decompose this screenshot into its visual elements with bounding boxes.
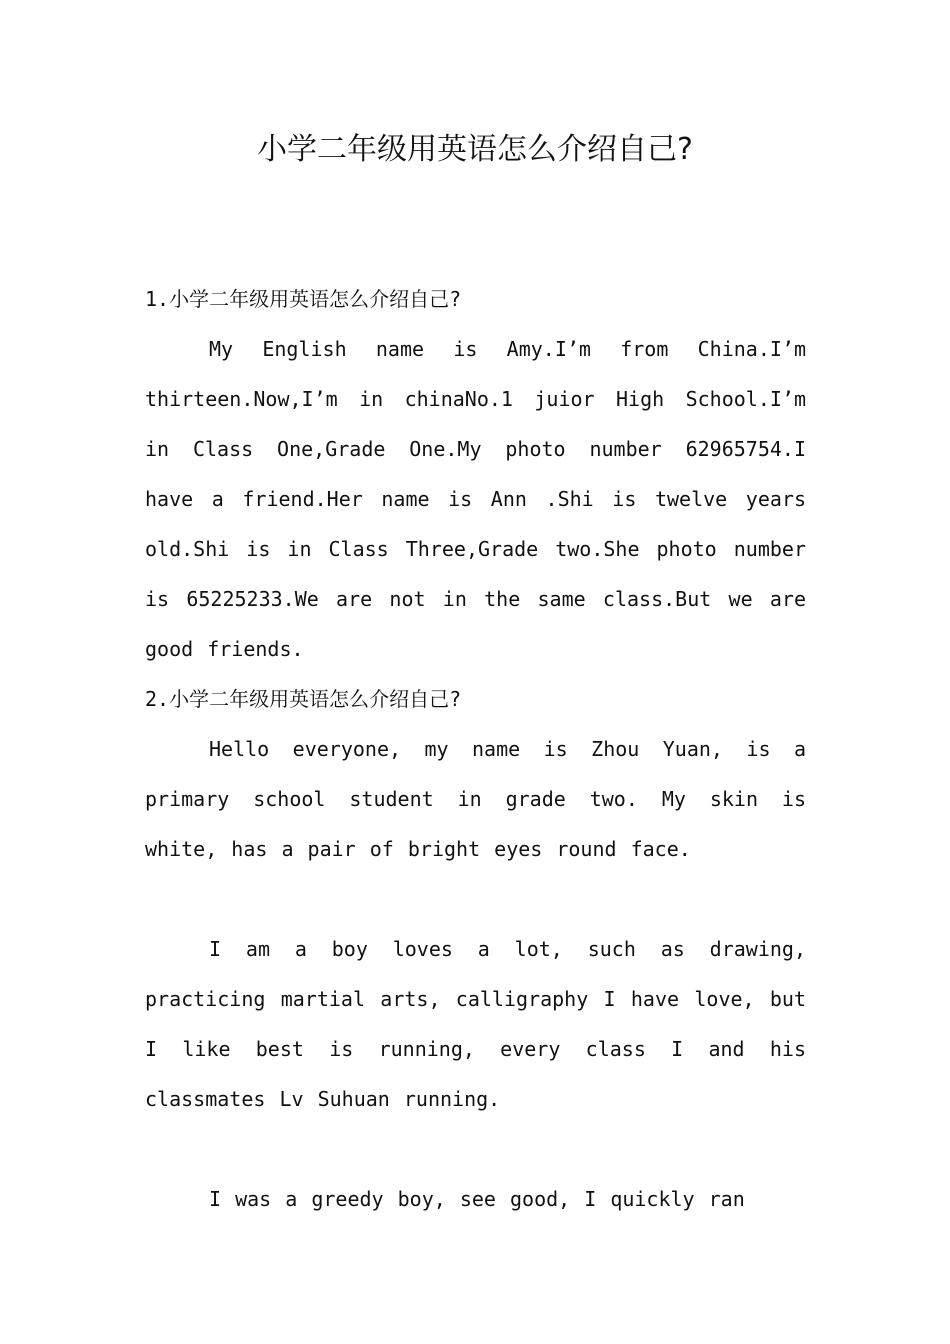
document-title: 小学二年级用英语怎么介绍自己?	[257, 132, 693, 167]
paragraph-2: Hello everyone, my name is Zhou Yuan, is a primary school student in grade two. My skin is white, has a pair of bright eyes round face.	[145, 737, 806, 861]
section-heading-1: 1.小学二年级用英语怎么介绍自己?	[145, 287, 462, 311]
section-heading-2: 2.小学二年级用英语怎么介绍自己?	[145, 687, 462, 711]
paragraph-4: I was a greedy boy, see good, I quickly ran	[209, 1187, 745, 1211]
paragraph-1: My English name is Amy.I’m from China.I’m thirteen.Now,I’m in chinaNo.1 juior High School.I’m in Class One,Grade One.My photo number 62965754.I have a friend.Her name is Ann .Shi is twelve years old.Shi is in Class Three,Grade two.She photo number is 65225233.We are not in the same class.But we are good friends.	[145, 337, 806, 661]
document-body	[145, 274, 806, 1224]
paragraph-gap	[145, 1124, 806, 1174]
paragraph-3: I am a boy loves a lot, such as drawing, practicing martial arts, calligraphy I have love, but I like best is running, every class I and his classmates Lv Suhuan running.	[145, 937, 806, 1111]
paragraph-gap	[145, 874, 806, 924]
